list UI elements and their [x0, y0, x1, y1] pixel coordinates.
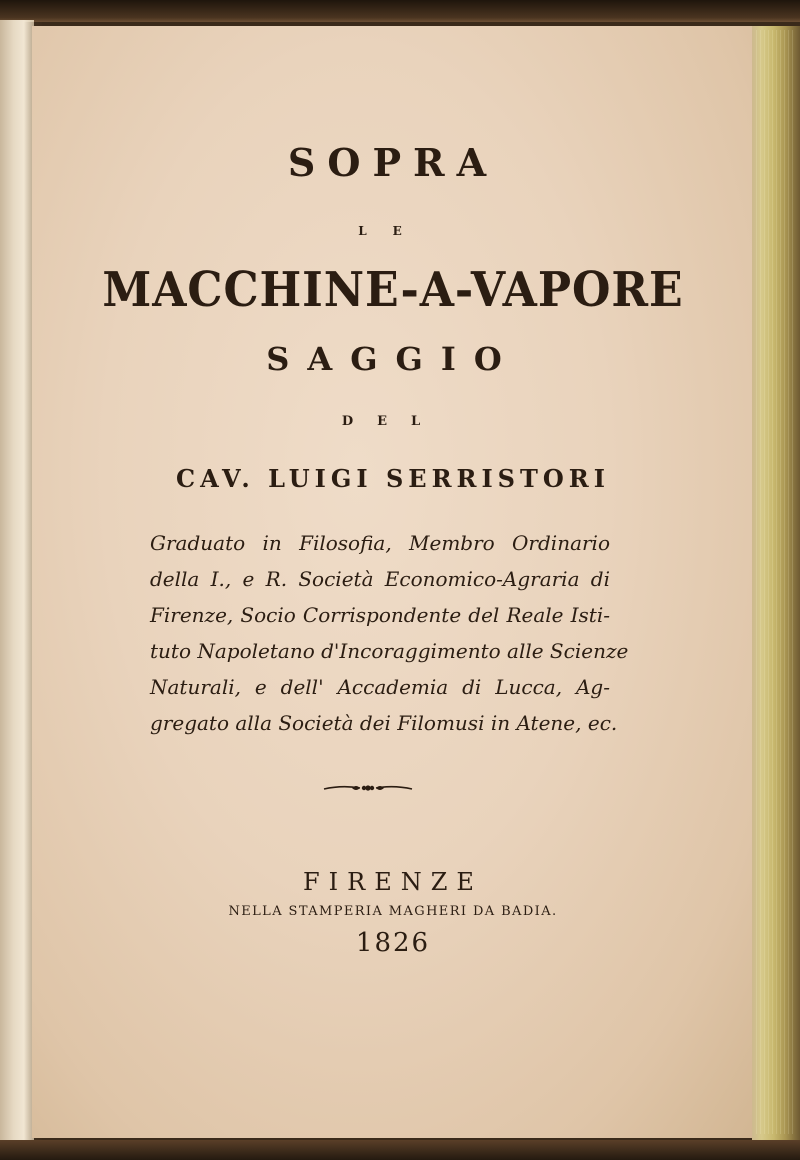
- imprint-year: 1826: [355, 928, 431, 958]
- title-del: DEL: [341, 414, 445, 429]
- credentials-line-1: Graduato in Filosofia, Membro Ordinario: [150, 531, 610, 555]
- book-top-edge: [0, 0, 800, 22]
- imprint-printer: NELLA STAMPERIA MAGHERI DA BADIA.: [228, 904, 558, 919]
- title-le: LE: [358, 224, 428, 238]
- main-title: MACCHINE-A-VAPORE: [102, 262, 684, 318]
- credentials-line-5: Naturali, e dell' Accademia di Lucca, Ag-: [150, 675, 610, 699]
- credentials-line-4: tuto Napoletano d'Incoraggimento alle Scienze: [150, 639, 629, 663]
- book-bottom-edge: [0, 1140, 800, 1160]
- author-name: CAV. LUIGI SERRISTORI: [176, 464, 610, 493]
- credentials-line-3: Firenze, Socio Corrispondente del Reale Isti-: [150, 603, 610, 627]
- title-saggio: SAGGIO: [266, 340, 520, 378]
- credentials-line-6: gregato alla Società dei Filomusi in Atene, ec.: [150, 711, 618, 735]
- ornament-divider-icon: [322, 780, 414, 796]
- title-sopra: SOPRA: [287, 140, 499, 185]
- credentials-line-2: della I., e R. Società Economico-Agraria di: [150, 567, 610, 591]
- page-block-lines: [756, 30, 794, 1134]
- author-credentials: [150, 525, 629, 741]
- imprint-city: FIRENZE: [303, 868, 483, 896]
